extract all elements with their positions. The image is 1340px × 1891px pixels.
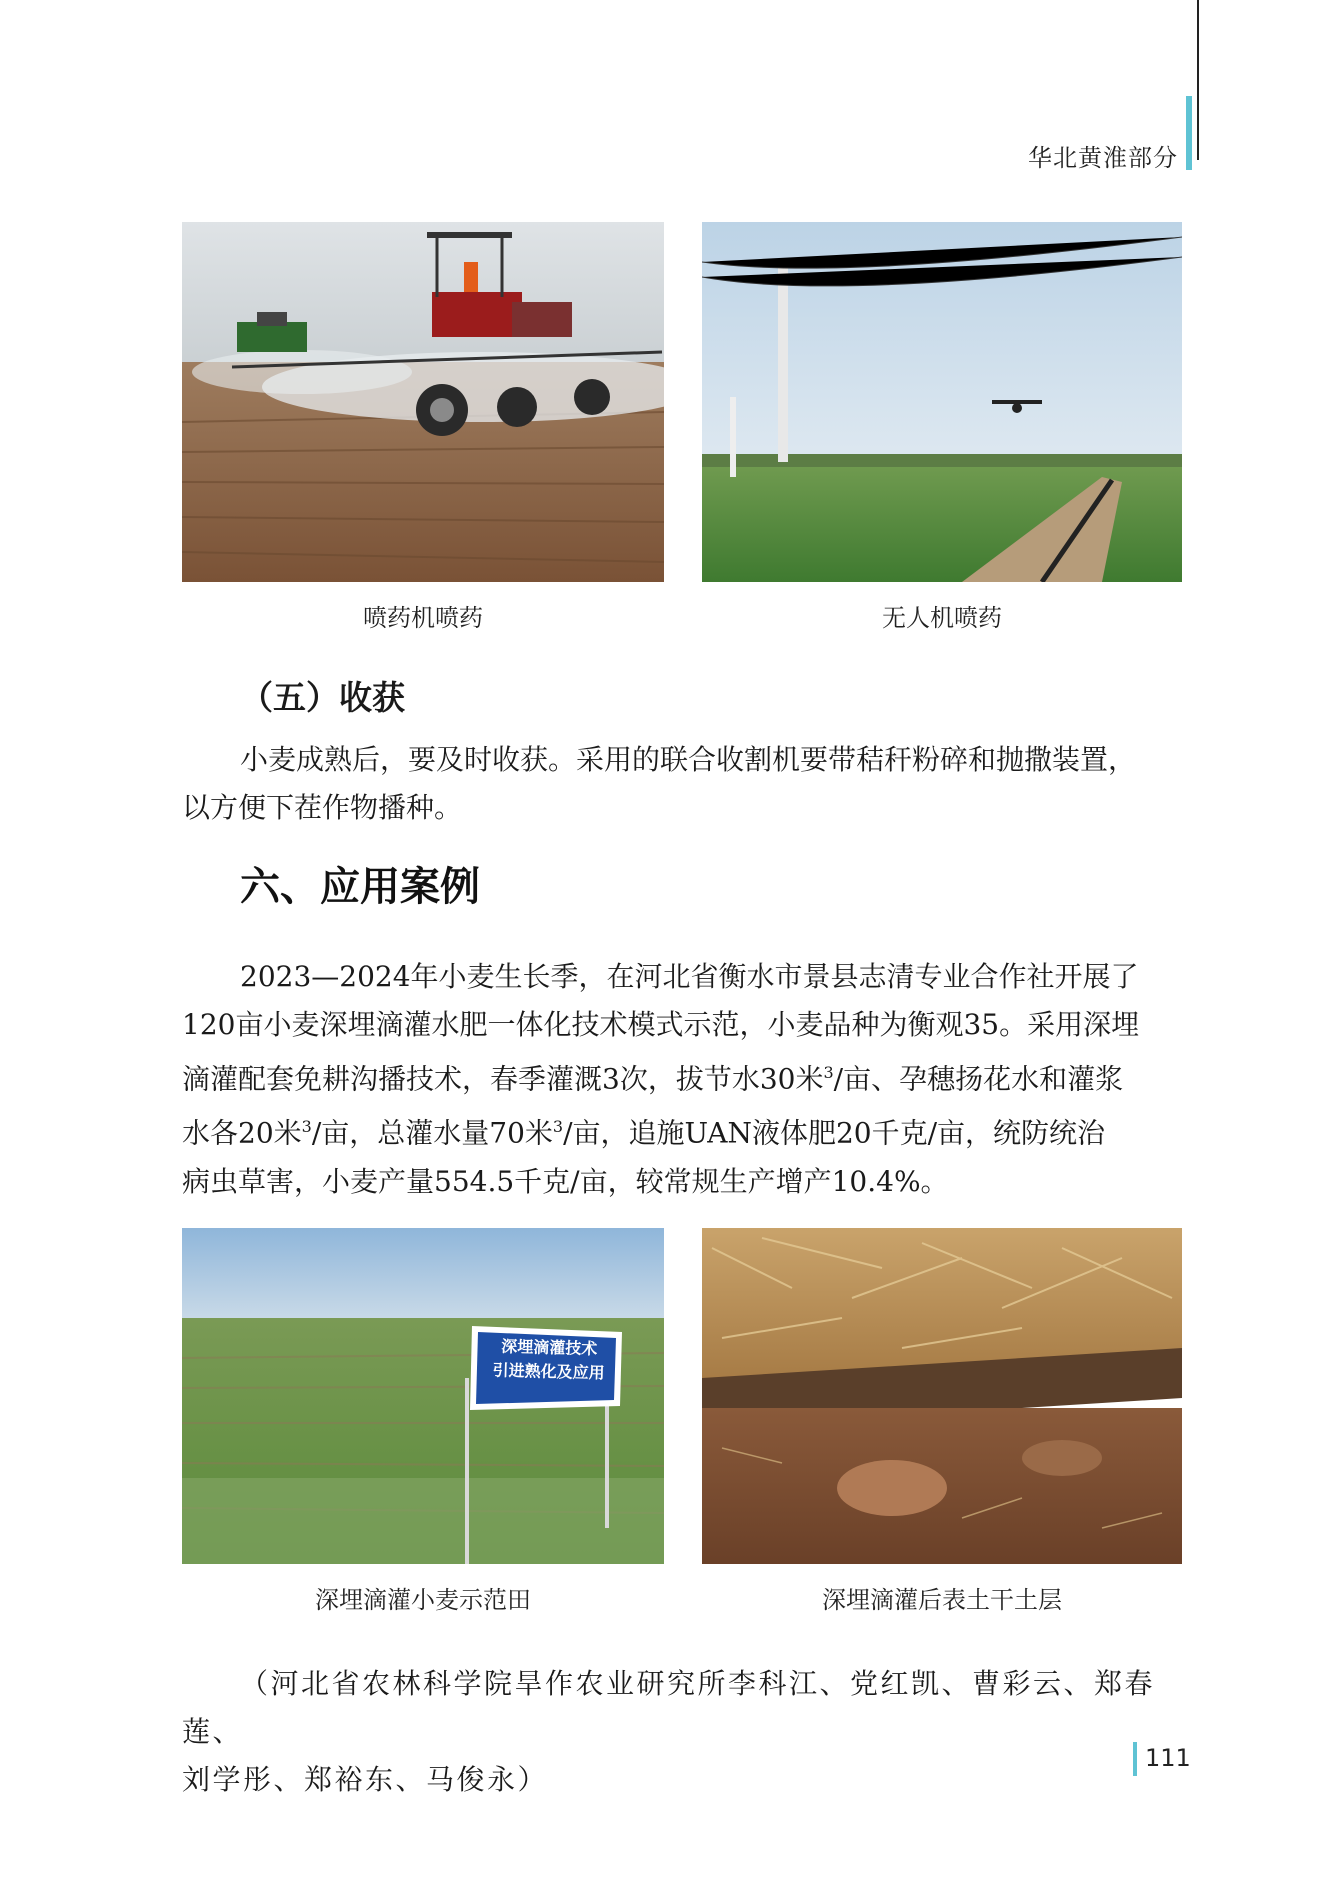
running-header: 华北黄淮部分	[1028, 144, 1178, 172]
caption-sprayer: 喷药机喷药	[363, 604, 483, 632]
caption-dry-soil: 深埋滴灌后表土干土层	[822, 1586, 1062, 1614]
paragraph-case: 2023—2024年小麦生长季，在河北省衡水市景县志清专业合作社开展了 120亩小麦深埋滴灌水肥一体化技术模式示范，小麦品种为衡观35。采用深埋 滴灌配套免耕沟播技术，春季灌溉3次，拔节水30米$^3$/亩、孕穗扬花水和灌浆 水各20米$^3$/亩，总灌水量70米$^3$/亩，追施UAN液体肥20千克/亩，统防统治 病虫草害，小麦产量554.5千克/亩，较常规生产增产10.4%。	[182, 960, 1140, 1198]
photo-sprayer	[182, 222, 664, 582]
footer-accent-bar	[1133, 1742, 1137, 1776]
photo-demo-field	[182, 1228, 664, 1564]
page-number: 111	[1145, 1744, 1191, 1772]
section-heading: 六、应用案例	[240, 864, 480, 910]
header-accent-bar	[1186, 96, 1192, 170]
subsection-heading: （五）收获	[240, 678, 405, 717]
header-rule	[1197, 0, 1199, 160]
caption-drone: 无人机喷药	[882, 604, 1002, 632]
author-credit: （河北省农林科学院旱作农业研究所李科江、党红凯、曹彩云、郑春莲、 刘学彤、郑裕东、马俊永）	[182, 1667, 1156, 1796]
paragraph-harvest: 小麦成熟后，要及时收获。采用的联合收割机要带秸秆粉碎和抛撒装置， 以方便下茬作物播种。	[182, 743, 1137, 824]
photo-dry-soil	[702, 1228, 1182, 1564]
sign-text: 深埋滴灌技术 引进熟化及应用	[492, 1336, 605, 1383]
caption-demo-field: 深埋滴灌小麦示范田	[315, 1586, 531, 1614]
photo-drone	[702, 222, 1182, 582]
